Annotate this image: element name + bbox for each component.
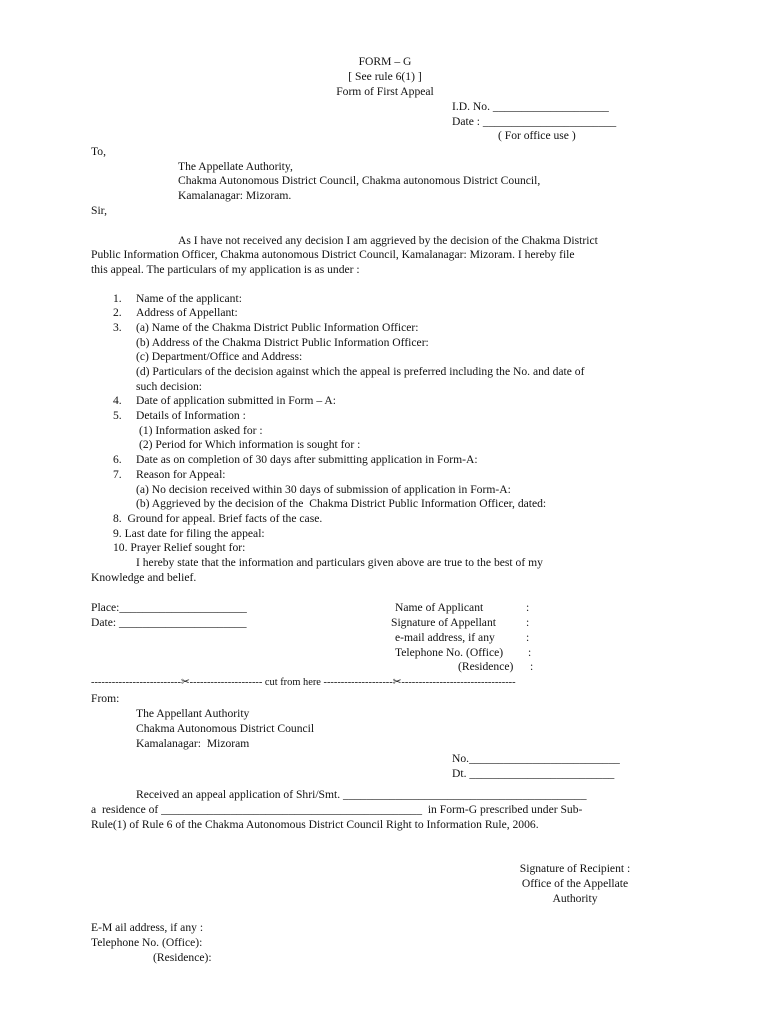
telephone-label: Telephone No. (Office) xyxy=(395,646,504,659)
from-label: From: xyxy=(91,692,120,705)
date-sign-field[interactable]: Date: ______________________ xyxy=(91,616,247,629)
intro-line-3: this appeal. The particulars of my application is as under : xyxy=(91,263,360,276)
item-number: 1. xyxy=(113,292,122,305)
item-information-period: (2) Period for Which information is sought for : xyxy=(139,438,361,451)
cut-line: --------------------------✂--------------------- cut from here --------------------✂--------------------------------- xyxy=(91,677,516,688)
place-field[interactable]: Place:______________________ xyxy=(91,601,247,614)
receipt-email-label: E-M ail address, if any : xyxy=(91,921,204,934)
item-applicant-name: Name of the applicant: xyxy=(136,292,242,305)
intro-line-2: Public Information Officer, Chakma autonomous District Council, Kamalanagar: Mizoram. I hereby file xyxy=(91,248,575,261)
receipt-body-line-3: Rule(1) of Rule 6 of the Chakma Autonomous District Council Right to Information Rule, 2006. xyxy=(91,818,539,831)
declaration-line-1: I hereby state that the information and particulars given above are true to the best of my xyxy=(136,556,543,569)
receipt-date-field[interactable]: Dt. _________________________ xyxy=(452,767,615,780)
residence-label: (Residence) xyxy=(458,660,514,673)
email-label: e-mail address, if any xyxy=(395,631,495,644)
item-prayer-relief: 10. Prayer Relief sought for: xyxy=(113,541,246,554)
intro-line-1: As I have not received any decision I am aggrieved by the decision of the Chakma District xyxy=(178,234,598,247)
date-field[interactable]: Date : _______________________ xyxy=(452,115,617,128)
form-name: Form of First Appeal xyxy=(336,85,434,98)
item-decision-particulars: (d) Particulars of the decision against which the appeal is preferred including the No. and date of xyxy=(136,365,585,378)
item-application-date: Date of application submitted in Form – A: xyxy=(136,394,336,407)
to-label: To, xyxy=(91,145,106,158)
colon: : xyxy=(526,631,530,644)
item-number: 7. xyxy=(113,468,122,481)
colon: : xyxy=(528,646,532,659)
rule-reference: [ See rule 6(1) ] xyxy=(348,70,422,83)
item-completion-date: Date as on completion of 30 days after submitting application in Form-A: xyxy=(136,453,478,466)
address-line-2: Chakma Autonomous District Council, Chakma autonomous District Council, xyxy=(178,174,541,187)
receipt-body-line-2: a residence of _____________________________________________ in Form-G prescribed under Sub- xyxy=(91,803,583,816)
colon: : xyxy=(530,660,534,673)
receipt-number-field[interactable]: No.__________________________ xyxy=(452,752,620,765)
item-appellant-address: Address of Appellant: xyxy=(136,306,238,319)
colon: : xyxy=(526,601,530,614)
recipient-signature-label: Signature of Recipient : xyxy=(519,862,631,875)
recipient-office-label: Office of the Appellate xyxy=(521,877,629,890)
item-appeal-reason: Reason for Appeal: xyxy=(136,468,226,481)
receipt-address-line-1: The Appellant Authority xyxy=(136,707,250,720)
item-information-asked: (1) Information asked for : xyxy=(139,424,263,437)
item-number: 2. xyxy=(113,306,122,319)
item-number: 4. xyxy=(113,394,122,407)
item-number: 3. xyxy=(113,321,122,334)
address-line-1: The Appellate Authority, xyxy=(178,160,293,173)
id-number-field[interactable]: I.D. No. ____________________ xyxy=(452,100,609,113)
recipient-authority-label: Authority xyxy=(552,892,598,905)
receipt-telephone-label: Telephone No. (Office): xyxy=(91,936,203,949)
signature-label: Signature of Appellant xyxy=(391,616,496,629)
item-information-details: Details of Information : xyxy=(136,409,246,422)
colon: : xyxy=(526,616,530,629)
declaration-line-2: Knowledge and belief. xyxy=(91,571,197,584)
item-reason-no-decision: (a) No decision received within 30 days of submission of application in Form-A: xyxy=(136,483,511,496)
item-number: 6. xyxy=(113,453,122,466)
item-reason-aggrieved: (b) Aggrieved by the decision of the Chakma District Public Information Officer, dated: xyxy=(136,497,547,510)
form-title: FORM – G xyxy=(358,55,412,68)
item-decision-particulars-cont: such decision: xyxy=(136,380,203,393)
item-appeal-grounds: 8. Ground for appeal. Brief facts of the case. xyxy=(113,512,323,525)
item-pio-name: (a) Name of the Chakma District Public Information Officer: xyxy=(136,321,419,334)
salutation: Sir, xyxy=(91,204,107,217)
item-pio-address: (b) Address of the Chakma District Public Information Officer: xyxy=(136,336,429,349)
address-line-3: Kamalanagar: Mizoram. xyxy=(178,189,292,202)
item-last-date: 9. Last date for filing the appeal: xyxy=(113,527,265,540)
receipt-residence-label: (Residence): xyxy=(153,951,212,964)
receipt-address-line-3: Kamalanagar: Mizoram xyxy=(136,737,250,750)
office-use-note: ( For office use ) xyxy=(498,129,576,142)
receipt-body-line-1: Received an appeal application of Shri/Smt. __________________________________________ xyxy=(136,788,587,801)
applicant-name-label: Name of Applicant xyxy=(395,601,484,614)
receipt-address-line-2: Chakma Autonomous District Council xyxy=(136,722,315,735)
item-number: 5. xyxy=(113,409,122,422)
item-department: (c) Department/Office and Address: xyxy=(136,350,303,363)
